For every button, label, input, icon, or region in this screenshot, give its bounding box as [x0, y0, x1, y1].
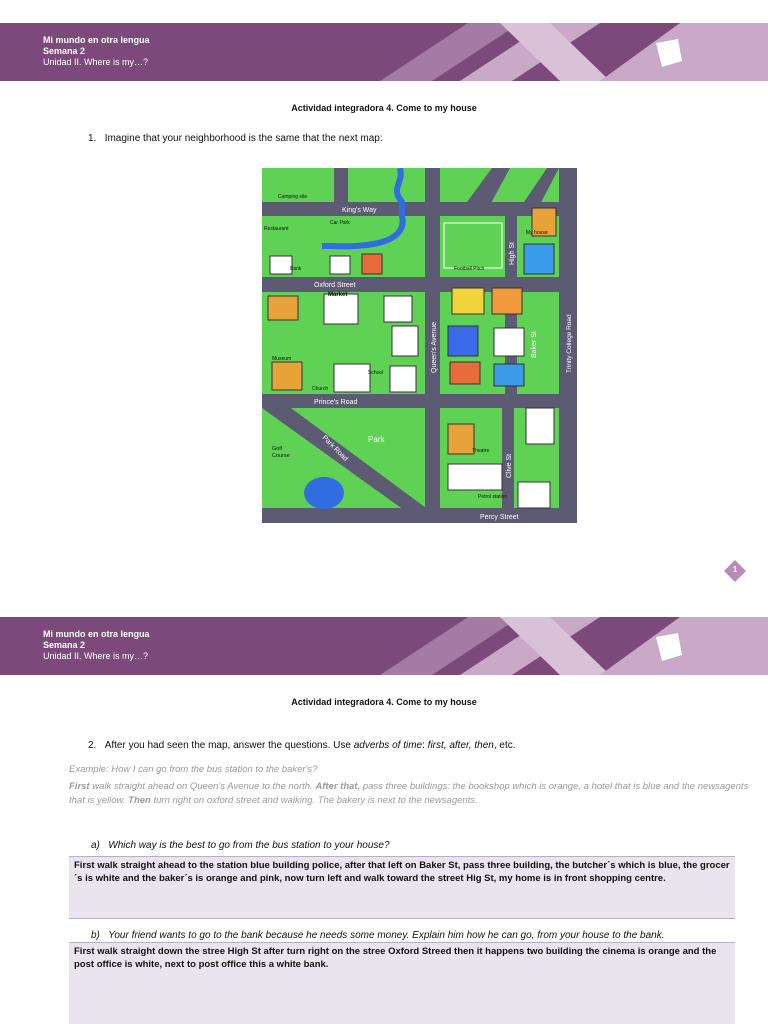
neighborhood-map [262, 168, 577, 523]
question-2 [88, 740, 516, 751]
question-1-text: Imagine that your neighborhood is the same that the next map: [104, 133, 383, 144]
label-golf-course-2: Course [272, 453, 290, 459]
question-2-text: After you had seen the map, answer the questions. Use [104, 740, 354, 751]
label-car-park-1: Car Park [330, 220, 350, 226]
question-b [91, 930, 665, 941]
question-b-text: Your friend wants to go to the bank because he needs some money. Explain him how he can go, from your house to the bank. [108, 930, 665, 941]
example-question: Example: How I can go from the bus station to the baker's? [69, 764, 318, 775]
label-restaurant: Restaurant [264, 226, 289, 232]
header-text-2 [43, 629, 150, 662]
example-block [69, 763, 749, 808]
label-football-pitch: Football Pitch [454, 266, 485, 272]
label-oxford-street: Oxford Street [314, 282, 356, 289]
question-2-colon: : [422, 740, 428, 751]
header-banner [0, 23, 768, 81]
example-p2: pass three buildings: the bookshop which is orange, a hotel that is blue and the newsagents that is yellow. [69, 781, 749, 806]
label-bank: Bank [290, 266, 302, 272]
answer-a-field[interactable]: First walk straight ahead to the station blue building police, after that left on Baker St, pass three building, the butcher´s which is blue, the grocer´s is white and the baker´s is orange and pink, now turn left and walk toward the street Hig St, my home is in front shopping centre. [69, 856, 735, 919]
question-a-label: a) [91, 840, 100, 851]
label-petrol-station: Petrol station [478, 494, 508, 500]
week-label: Semana 2 [43, 46, 86, 56]
label-high-st: High St [509, 242, 516, 265]
label-baker-st: Baker St [531, 331, 538, 358]
logo-mark-2 [648, 627, 738, 669]
example-p1: walk straight ahead on Queen's Avenue to the north. [89, 781, 316, 792]
header-banner-2 [0, 617, 768, 675]
course-name: Mi mundo en otra lengua [43, 35, 150, 45]
label-museum: Museum [272, 356, 292, 362]
label-kings-way: King's Way [342, 207, 377, 214]
activity-title: Actividad integradora 4. Come to my house [291, 103, 477, 113]
label-church: Church [312, 386, 329, 392]
question-1 [88, 133, 383, 144]
logo-mark [648, 33, 738, 75]
activity-title-2: Actividad integradora 4. Come to my house [291, 697, 477, 707]
example-p3: turn right on oxford street and walking. The bakery is next to the newsagents. [150, 795, 478, 806]
label-clive-st: Clive St [506, 453, 513, 478]
unit-label: Unidad II. Where is my…? [43, 57, 149, 67]
example-after: After that, [315, 781, 361, 792]
example-first: First [69, 781, 90, 792]
question-2-number: 2. [88, 740, 97, 751]
label-market: Market [328, 292, 348, 298]
label-trinity-college-road: Trinity College Road [566, 314, 573, 373]
unit-label-2: Unidad II. Where is my…? [43, 651, 149, 661]
label-my-house: My house [526, 230, 548, 236]
prepa-logo [648, 33, 738, 75]
example-then: Then [128, 795, 151, 806]
question-2-adverbs: first, after, then [427, 740, 494, 751]
label-school: School [368, 370, 384, 376]
question-2-etc: , etc. [493, 740, 516, 751]
question-2-emphasis: adverbs of time [353, 740, 423, 751]
label-percy-street: Percy Street [480, 514, 519, 521]
question-1-number: 1. [88, 133, 97, 144]
label-park-road: Park Road [320, 434, 349, 463]
prepa-logo-2 [648, 627, 738, 669]
label-theatre: Theatre [472, 448, 490, 454]
question-b-label: b) [91, 930, 100, 941]
question-a [91, 840, 390, 851]
answer-b-field[interactable]: First walk straight down the stree High St after turn right on the stree Oxford Streed then it happens two building the cinema is orange and the post office is white, next to post office this a white bank. [69, 942, 735, 1024]
header-text [43, 35, 150, 68]
example-answer [69, 780, 749, 808]
label-princes-road: Prince's Road [314, 399, 358, 406]
label-golf-course: Golf [272, 446, 283, 452]
label-camping-site: Camping site [278, 194, 308, 200]
label-queens-avenue: Queen's Avenue [431, 321, 438, 373]
page-number: 1 [732, 565, 738, 574]
question-a-text: Which way is the best to go from the bus station to your house? [108, 840, 390, 851]
course-name-2: Mi mundo en otra lengua [43, 629, 150, 639]
week-label-2: Semana 2 [43, 640, 86, 650]
label-park: Park [368, 435, 385, 444]
